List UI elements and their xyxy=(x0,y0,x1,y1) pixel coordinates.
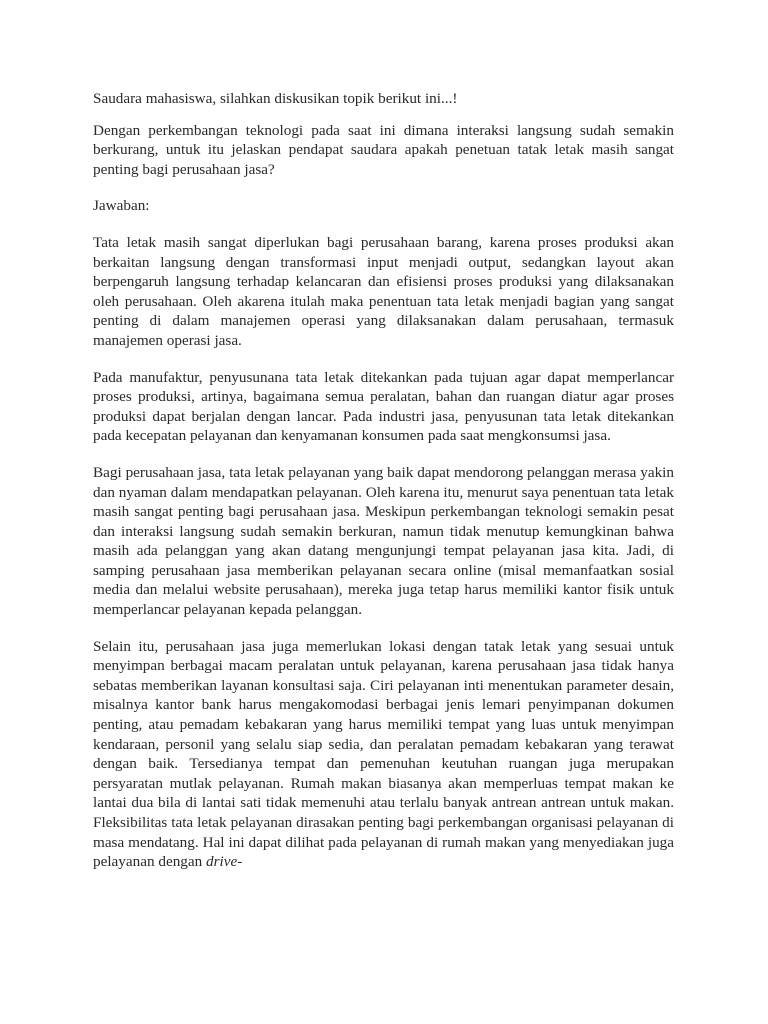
intro-text: Saudara mahasiswa, silahkan diskusikan topik berikut ini...! xyxy=(93,90,458,107)
answer-paragraph: Pada manufaktur, penyusunana tata letak ditekankan pada tujuan agar dapat memperlancar proses produksi, artinya, bagaimana semua peralatan, bahan dan ruangan diatur agar proses produksi dapat berjalan dengan lancar. Pada industri jasa, penyusunan tata letak ditekankan pada kecepatan pelayanan dan kenyamanan konsumen pada saat mengkonsumsi jasa. xyxy=(93,368,674,445)
italic-word: drive- xyxy=(206,853,243,871)
answer-paragraph: Bagi perusahaan jasa, tata letak pelayanan yang baik dapat mendorong pelanggan merasa yakin dan nyaman dalam mendapatkan pelayanan. Oleh karena itu, menurut saya penentuan tata letak masih sangat penting bagi perusahaan jasa. Meskipun perkembangan teknologi semakin pesat dan interaksi langsung sudah semakin berkuran, namun tidak menutup kemungkinan bahwa masih ada pelanggan yang akan datang mengunjungi tempat pelayanan jasa kita. Jadi, di samping perusahaan jasa memberikan pelayanan secara online (misal memanfaatkan sosial media dan melalui website perusahaan), mereka juga tetap harus memiliki kantor fisik untuk memperlancar pelayanan kepada pelanggan. xyxy=(93,463,674,619)
question-text: Dengan perkembangan teknologi pada saat ini dimana interaksi langsung sudah semakin berkurang, untuk itu jelaskan pendapat saudara apakah penetuan tatak letak masih sangat penting bagi perusahaan jasa? xyxy=(93,121,674,178)
answer-paragraph-text: Selain itu, perusahaan jasa juga memerlukan lokasi dengan tatak letak yang sesuai untuk menyimpan berbagai macam peralatan untuk pelayanan, karena perusahaan jasa tidak hanya sebatas memberikan layanan konsultasi saja. Ciri pelayanan inti menentukan parameter desain, misalnya kantor bank harus mengakomodasi berbagai jenis lemari penyimpanan dokumen penting, atau pemadam kebakaran yang harus memiliki tempat yang luas untuk menyimpan kendaraan, personil yang selalu siap sedia, dan peralatan pemadam kebakaran yang terawat dengan baik. Tersedianya tempat dan pemenuhan keutuhan ruangan juga merupakan persyaratan mutlak pelayanan. Rumah makan biasanya akan memperluas tempat makan ke lantai dua bila di lantai sati tidak memenuhi atau terlalu banyak antrean antrean untuk makan. Fleksibilitas tata letak pelayanan dirasakan penting bagi perkembangan organisasi pelayanan di masa mendatang. Hal ini dapat dilihat pada pelayanan di rumah makan yang menyediakan juga pelayanan dengan xyxy=(93,637,674,871)
document-body xyxy=(93,89,674,889)
answer-paragraph-last xyxy=(93,637,674,872)
answer-label: Jawaban: xyxy=(93,197,150,215)
answer-paragraph: Tata letak masih sangat diperlukan bagi perusahaan barang, karena proses produksi akan berkaitan langsung dengan transformasi input menjadi output, sedangkan layout akan berpengaruh langsung terhadap kelancaran dan efisiensi proses produksi yang dilaksanakan oleh perusahaan. Oleh akarena itulah maka penentuan tata letak menjadi bagian yang sangat penting di dalam manajemen operasi yang dilaksanakan dalam perusahaan, termasuk manajemen operasi jasa. xyxy=(93,233,674,349)
